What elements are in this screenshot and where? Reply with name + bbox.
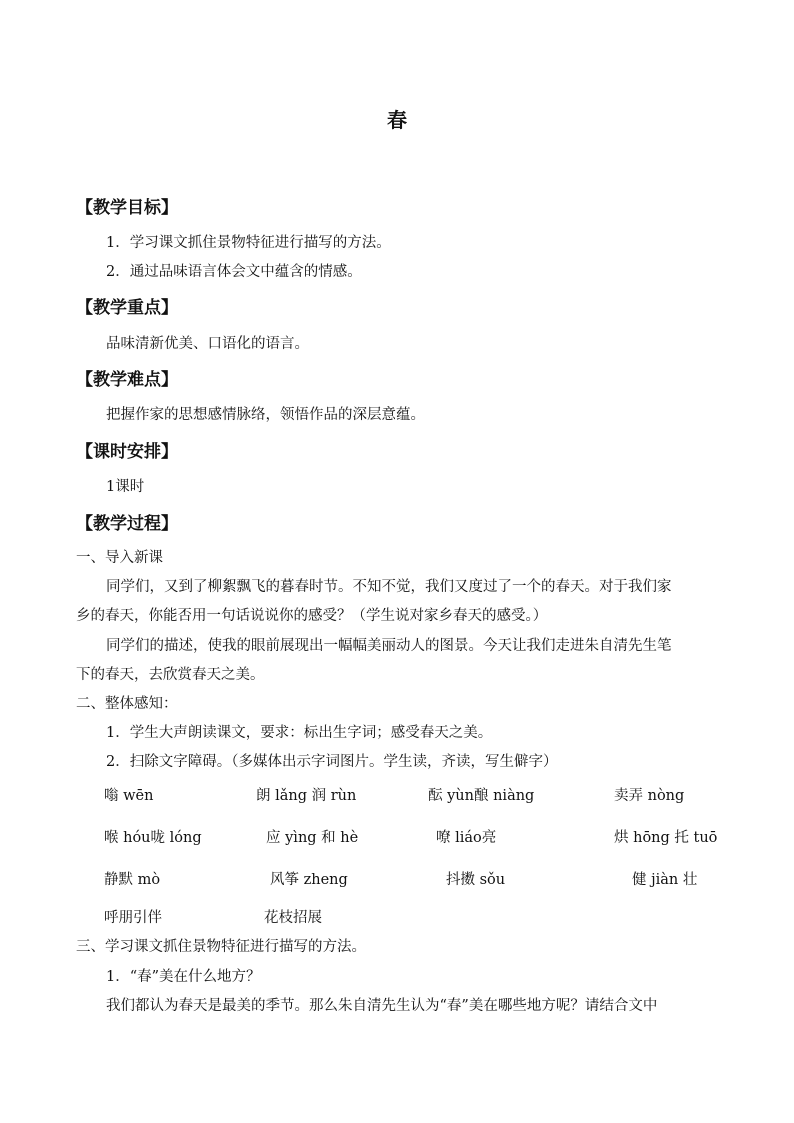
part2-heading: 二、整体感知： [76,696,178,712]
part1-paragraph1-line1: 同学们，又到了柳絮飘飞的暮春时节。不知不觉，我们又度过了一个的春天。对于我们家 [106,579,672,595]
vocab-word: 嘹 liáo亮 [436,830,497,846]
difficulty-text: 把握作家的思想感情脉络，领悟作品的深层意蕴。 [106,407,425,423]
part1-paragraph2-line1: 同学们的描述，使我的眼前展现出一幅幅美丽动人的图景。今天让我们走进朱自清先生笔 [106,638,672,654]
part3-heading: 三、学习课文抓住景物特征进行描写的方法。 [76,939,366,955]
vocab-word: 静默 mò [104,872,161,888]
key-point-text: 品味清新优美、口语化的语言。 [106,336,309,352]
vocab-word: 风筝 zheng [270,872,348,888]
vocab-word: 健 jiàn 壮 [632,872,698,888]
part1-paragraph2-line2: 下的春天，去欣赏春天之美。 [76,667,265,683]
part1-heading: 一、导入新课 [76,550,163,566]
vocab-word: 酝 yùn酿 niàng [428,788,535,804]
section-heading-goals: 【教学目标】 [76,198,178,218]
part3-item-1: 1．“春”美在什么地方？ [106,969,261,985]
document-title: 春 [387,108,407,132]
vocab-word: 卖弄 nòng [614,788,685,804]
section-heading-difficulty: 【教学难点】 [76,370,178,390]
section-heading-schedule: 【课时安排】 [76,442,178,462]
vocab-word: 呼朋引伴 [104,910,162,926]
vocab-word: 喉 hóu咙 lóng [104,830,202,846]
part2-item-1: 1．学生大声朗读课文，要求：标出生字词；感受春天之美。 [106,725,493,741]
section-heading-process: 【教学过程】 [76,514,178,534]
part2-item-2: 2．扫除文字障碍。（多媒体出示字词图片。学生读，齐读，写生僻字） [106,754,558,770]
schedule-text: 1课时 [106,479,145,495]
vocab-word: 花枝招展 [264,910,322,926]
part3-paragraph1-line1: 我们都认为春天是最美的季节。那么朱自清先生认为“春”美在哪些地方呢？请结合文中 [106,998,658,1014]
goal-item-1: 1．学习课文抓住景物特征进行描写的方法。 [106,235,391,251]
vocab-word: 应 yìng 和 hè [266,830,359,846]
goal-item-2: 2．通过品味语言体会文中蕴含的情感。 [106,264,362,280]
vocab-word: 朗 lǎng 润 rùn [256,788,357,804]
part1-paragraph1-line2: 乡的春天，你能否用一句话说说你的感受？（学生说对家乡春天的感受。） [76,608,548,624]
section-heading-key: 【教学重点】 [76,298,178,318]
vocab-word: 嗡 wēn [104,788,154,804]
vocab-word: 烘 hōng 托 tuō [614,830,718,846]
vocab-word: 抖擞 sǒu [446,872,506,888]
